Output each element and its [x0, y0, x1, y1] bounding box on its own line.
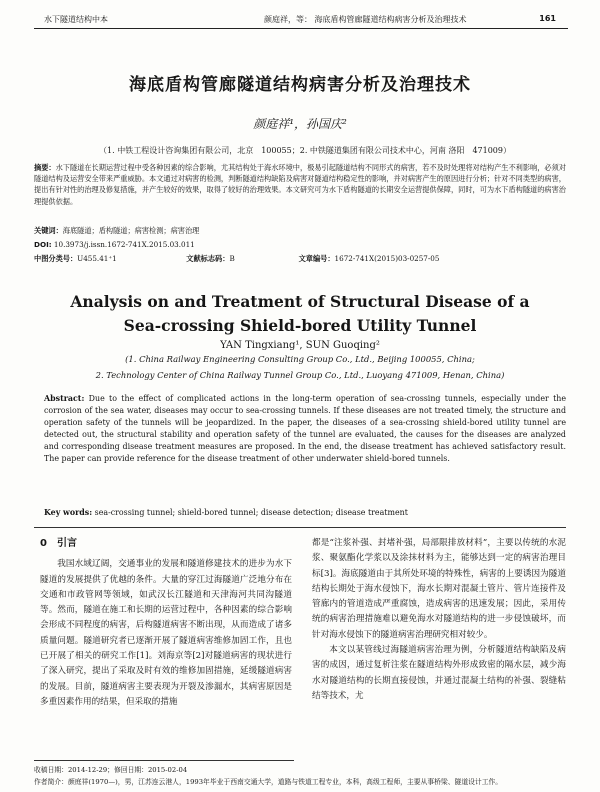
doi-label: DOI:: [34, 240, 52, 249]
left-paragraph: 我国水域辽阔，交通事业的发展和隧道修建技术的进步为水下隧道的发展提供了优越的条件。大量的穿江过海隧道广泛地分布在交通和市政管网等领域，如武汉长江隧道和天津海河共同沟隧道等。然而，隧道在施工和长期的运营过程中，各种因素的综合影响会形成不同程度的病害，后构隧道病害不断出现，从而造成了诸多质量问题。隧道研究者已逐渐开展了隧道病害维修加固工作，且也已开展了相关的研究工作[1]。刘海京等[2]对隧道病害的现状进行了深入研究，提出了采取及时有效的维修加固措施，延缓隧道病害的发展。目前，隧道病害主要表现为开裂及渗漏水，其病害原因是多重因素作用的结果，但采取的措施: [40, 559, 292, 707]
doc-code-label: 文献标志码：: [186, 254, 230, 263]
keywords-cn-label: 关键词：: [34, 226, 63, 235]
abstract-cn-label: 摘要：: [34, 163, 56, 172]
clc-value: U455.41⁺1: [77, 254, 117, 263]
classification-line: [34, 254, 566, 264]
keywords-en-text: sea-crossing tunnel; shield-bored tunnel; disease detection; disease treatment: [94, 508, 408, 517]
abstract-en: [44, 393, 566, 466]
abstract-en-label: Abstract:: [44, 394, 85, 403]
footnote-rule: [34, 760, 294, 761]
article-no-value: 1672-741X(2015)03-0257-05: [334, 254, 440, 263]
page-number: 161: [539, 14, 556, 23]
abstract-cn-text: 水下隧道在长期运营过程中受各种因素的综合影响，尤其结构处于海水环境中，极易引起隧道结构不同形式的病害，若不及时处理将对结构产生不利影响，必须对隧道结构及运营安全带来严重威胁。本文通过对病害的检测，判断隧道结构缺陷及病害对隧道结构稳定性的影响，并对病害产生的原因进行分析；针对不同类型的病害，提出有针对性的治理及修复措施，并产生较好的效果，取得了较好的治理效果。本文研究可为水下盾构隧道的长期安全运营提供保障，同时，可为水下盾构隧道的病害治理提供依据。: [34, 163, 566, 206]
keywords-cn-text: 海底隧道；盾构隧道；病害检测；病害治理: [62, 226, 200, 235]
footnote-author: 作者简介：颜庭祥(1970—)，男，江苏连云港人，1993年毕业于西南交通大学，道路与铁道工程专业，本科，高级工程师，主要从事桥梁、隧道设计工作。: [34, 778, 503, 786]
doi-value: 10.3973/j.issn.1672-741X.2015.03.011: [53, 240, 195, 249]
left-column: [40, 536, 292, 710]
abstract-cn: [34, 162, 566, 207]
article-no-label: 文章编号：: [298, 254, 335, 263]
running-header: [34, 10, 568, 29]
running-title: 颜庭祥，等： 海底盾构管廊隧道结构病害分析及治理技术: [264, 15, 467, 24]
title-cn: 海底盾构管廊隧道结构病害分析及治理技术: [129, 75, 471, 95]
section-heading: 0 引言: [40, 538, 77, 549]
right-column: [312, 536, 566, 704]
affiliations-cn: （1. 中铁工程设计咨询集团有限公司，北京 100055；2. 中铁隧道集团有限公司技术中心，河南 洛阳 471009）: [99, 146, 511, 155]
doi-line: [34, 240, 566, 249]
affiliation-en-2: 2. Technology Center of China Railway Tunnel Group Co., Ltd., Luoyang 471009, Henan, China): [95, 370, 505, 380]
footnote-received: 收稿日期：2014-12-29；修回日期：2015-02-04: [34, 766, 188, 774]
section-divider: [34, 527, 566, 528]
clc-label: 中图分类号：: [34, 254, 78, 263]
keywords-en-label: Key words:: [44, 508, 93, 517]
affiliation-en-1: (1. China Railway Engineering Consulting Group Co., Ltd., Beijing 100055, China;: [125, 354, 475, 364]
doc-code-value: B: [229, 254, 235, 263]
right-paragraph-2: 本文以某管线过海隧道病害治理为例，分析隧道结构缺陷及病害的成因，通过复析注浆在隧道结构外形成致密的隔水层，减少海水对隧道结构的长期直接侵蚀，并通过混凝土结构的补强、裂缝粘结等技术，尤: [312, 645, 566, 701]
journal-name: 水下隧道结构中本: [44, 15, 108, 24]
authors-en: YAN Tingxiang¹, SUN Guoqing²: [220, 340, 380, 351]
keywords-cn: [34, 226, 566, 236]
title-en: Analysis on and Treatment of Structural Disease of a Sea-crossing Shield-bored Utility Tunnel: [70, 292, 530, 335]
abstract-en-text: Due to the effect of complicated actions in the long-term operation of sea-crossing tunnels, especially under the corrosion of the sea water, diseases may occur to sea-crossing tunnels. If these diseases are not treated timely, the structure and operation safety of the tunnels will be jeopardized. In the paper, the diseases of a sea-crossing shield-bored utility tunnel are detected out, the structural stability and operation safety of the tunnel are evaluated, the causes for the diseases are analyzed and corresponding disease treatment measures are proposed. In the end, the disease treatment has achieved satisfactory result. The paper can provide reference for the disease treatment of other underwater shield-bored tunnels.: [44, 394, 566, 464]
keywords-en: [44, 508, 566, 517]
right-paragraph-1: 都是“注浆补强、封堵补强，局部限排放材料”，主要以传统的水泥浆、聚氨酯化学浆以及涂抹材料为主，能够达到一定的病害治理目标[3]。海底隧道由于其所处环境的特殊性，病害的上要诱因为隧道结构长期处于海水侵蚀下，海水长期对混凝土管片、管片连接件及管廊内的管道造成严重腐蚀，造成病害的迅速发展；因此，采用传统的病害治理措施难以避免海水对隧道结构的进一步侵蚀破坏，而针对海水侵蚀下的隧道病害治理研究相对较少。: [312, 538, 566, 640]
authors-cn: 颜庭祥¹，孙国庆²: [253, 117, 347, 131]
